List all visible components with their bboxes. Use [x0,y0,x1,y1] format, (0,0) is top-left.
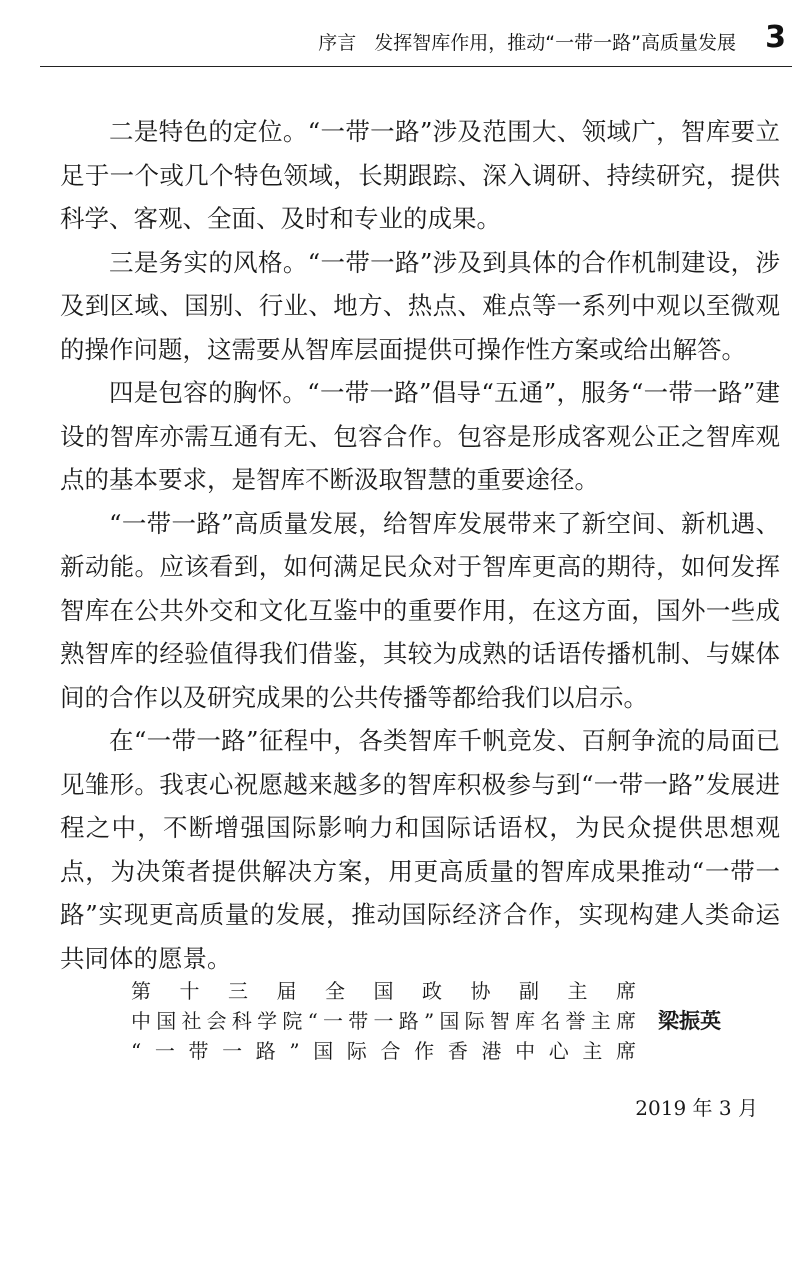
running-header-title [318,28,736,55]
paragraph: 三是务实的风格。“一带一路”涉及到具体的合作机制建设，涉及到区域、国别、行业、地方、热点、难点等一系列中观以至微观的操作问题，这需要从智库层面提供可操作性方案或给出解答。 [60,247,780,364]
paragraph: 四是包容的胸怀。“一带一路”倡导“五通”，服务“一带一路”建设的智库亦需互通有无、包容合作。包容是形成客观公正之智库观点的基本要求，是智库不断汲取智慧的重要途径。 [60,378,780,494]
signature-role: “一带一路”国际合作香港中心主席 [131,1039,636,1063]
paragraph: 二是特色的定位。“一带一路”涉及范围大、领域广，智库要立足于一个或几个特色领域，长期跟踪、深入调研、持续研究，提供科学、客观、全面、及时和专业的成果。 [60,117,780,233]
signature-name: 梁振英 [658,1009,721,1033]
signature-role: 第十三届全国政协副主席 [131,979,636,1003]
page-number: 3 [765,20,786,55]
body-text [60,110,780,980]
header-section: 序言 [318,32,357,54]
header-rule [40,66,792,67]
signature-line [131,1006,731,1036]
paragraph: 在“一带一路”征程中，各类智库千帆竞发、百舸争流的局面已见雏形。我衷心祝愿越来越多的智库积极参与到“一带一路”发展进程之中，不断增强国际影响力和国际话语权，为民众提供思想观点，为决策者提供解决方案，用更高质量的智库成果推动“一带一路”实现更高质量的发展，推动国际经济合作，实现构建人类命运共同体的愿景。 [60,726,780,973]
running-header [40,20,792,64]
signature-block [131,976,731,1066]
paragraph: “一带一路”高质量发展，给智库发展带来了新空间、新机遇、新动能。应该看到，如何满足民众对于智库更高的期待，如何发挥智库在公共外交和文化互鉴中的重要作用，在这方面，国外一些成熟智库的经验值得我们借鉴，其较为成熟的话语传播机制、与媒体间的合作以及研究成果的公共传播等都给我们以启示。 [60,508,780,712]
header-chapter-title: 发挥智库作用，推动“一带一路”高质量发展 [374,32,736,54]
signature-line [131,1036,731,1066]
signature-date: 2019 年 3 月 [635,1096,758,1120]
signature-role: 中国社会科学院“一带一路”国际智库名誉主席 [131,1009,636,1033]
signature-line [131,976,731,1006]
